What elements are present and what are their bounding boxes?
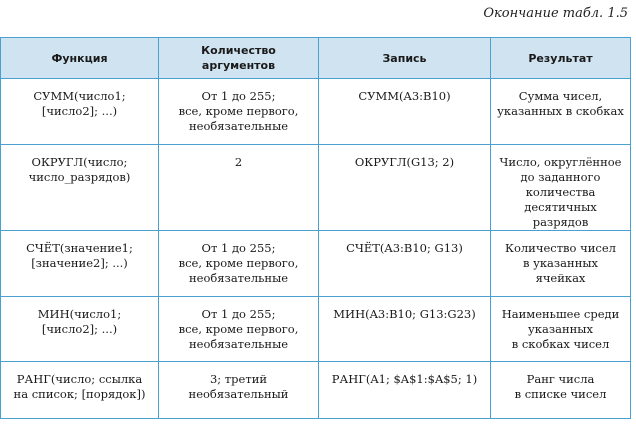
header-result: Результат <box>491 38 631 79</box>
cell-function: МИН(число1; [число2]; ...) <box>1 297 159 362</box>
cell-notation: СУММ(A3:B10) <box>319 79 491 145</box>
table-row <box>1 145 631 231</box>
cell-result: Ранг числа в списке чисел <box>491 362 631 419</box>
header-args: Количество аргументов <box>159 38 319 79</box>
cell-notation: ОКРУГЛ(G13; 2) <box>319 145 491 231</box>
cell-args: От 1 до 255; все, кроме первого, необязательные <box>159 297 319 362</box>
cell-function: РАНГ(число; ссылка на список; [порядок]) <box>1 362 159 419</box>
cell-result: Количество чисел в указанных ячейках <box>491 231 631 297</box>
cell-notation: МИН(A3:B10; G13:G23) <box>319 297 491 362</box>
header-notation: Запись <box>319 38 491 79</box>
cell-notation: СЧЁТ(A3:B10; G13) <box>319 231 491 297</box>
table-row <box>1 79 631 145</box>
cell-result: Сумма чисел, указанных в скобках <box>491 79 631 145</box>
cell-result: Наименьшее среди указанных в скобках чисел <box>491 297 631 362</box>
cell-function: СУММ(число1; [число2]; ...) <box>1 79 159 145</box>
cell-function: ОКРУГЛ(число; число_разрядов) <box>1 145 159 231</box>
table-caption: Окончание табл. 1.5 <box>483 6 628 21</box>
table-row <box>1 362 631 419</box>
cell-args: 2 <box>159 145 319 231</box>
header-row <box>1 38 631 79</box>
cell-function: СЧЁТ(значение1; [значение2]; ...) <box>1 231 159 297</box>
cell-notation: РАНГ(A1; $A$1:$A$5; 1) <box>319 362 491 419</box>
header-function: Функция <box>1 38 159 79</box>
cell-args: От 1 до 255; все, кроме первого, необязательные <box>159 79 319 145</box>
cell-result: Число, округлённое до заданного количества десятичных разрядов <box>491 145 631 231</box>
table-row <box>1 231 631 297</box>
cell-args: 3; третий необязательный <box>159 362 319 419</box>
cell-args: От 1 до 255; все, кроме первого, необязательные <box>159 231 319 297</box>
functions-table <box>0 37 631 419</box>
table-row <box>1 297 631 362</box>
